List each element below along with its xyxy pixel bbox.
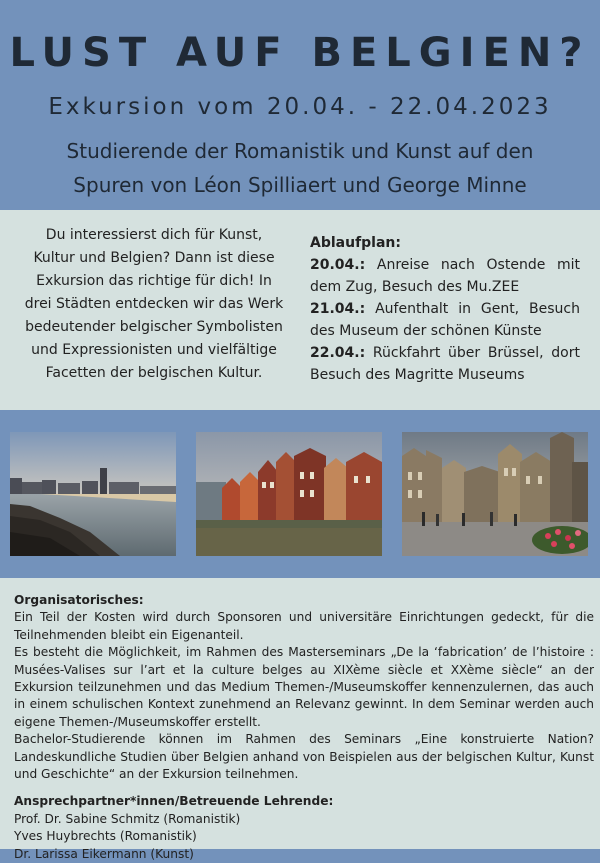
schedule-date: 21.04.: [310, 301, 366, 317]
contact-line: Prof. Dr. Sabine Schmitz (Romanistik) [14, 811, 241, 826]
subtitle-line-2: Spuren von Léon Spilliaert und George Minne [73, 173, 527, 197]
page-title: LUST AUF BELGIEN? [9, 30, 591, 76]
schedule-date: 20.04.: [310, 257, 366, 273]
info-section [0, 578, 600, 861]
schedule-date: 22.04.: [310, 345, 366, 361]
schedule-text: Anreise nach Ostende mit dem Zug, Besuch des Mu.ZEE [310, 257, 580, 295]
intro-section [0, 210, 600, 410]
org-heading: Organisatorisches: [14, 593, 144, 607]
org-paragraph-2: Es besteht die Möglichkeit, im Rahmen des Masterseminars „De la ‘fabrication’ de l’histoire : Musées-Valises sur l’art et la culture belges au XIXème siècle et XXème siècle“ an der Exkursion teilzunehmen und das Medium Themen-/Museumskoffer kennenzulernen, das auch in einem schulischen Kontext zunehmend an Relevanz gewinnt. In dem Seminar werden auch eigene Themen-/Museumskoffer erstellt. [14, 645, 594, 729]
schedule-item [310, 298, 580, 342]
schedule-title: Ablaufplan: [310, 235, 401, 251]
schedule [310, 232, 580, 386]
bruessel-grand-place-photo [402, 432, 588, 556]
date-line: Exkursion vom 20.04. - 22.04.2023 [48, 94, 552, 120]
schedule-text: Aufenthalt in Gent, Besuch des Museum der schönen Künste [310, 301, 580, 339]
subtitle-line-1: Studierende der Romanistik und Kunst auf den [66, 139, 534, 163]
photo-strip [0, 410, 600, 578]
contact-heading: Ansprechpartner*innen/Betreuende Lehrende: [14, 794, 334, 809]
ostende-beach-photo [10, 432, 176, 556]
schedule-item [310, 254, 580, 298]
schedule-item [310, 342, 580, 386]
org-paragraph-3: Bachelor-Studierende können im Rahmen des Seminars „Eine konstruierte Nation? Landeskundliche Studien über Belgien anhand von Beispielen aus der belgischen Kultur, Kunst und Geschichte“ an der Exkursion teilnehmen. [14, 732, 594, 782]
schedule-text: Rückfahrt über Brüssel, dort Besuch des Magritte Museums [310, 345, 580, 383]
contact-line: Dr. Larissa Eikermann (Kunst) [14, 846, 194, 861]
info-content [14, 592, 594, 863]
gent-canal-photo [196, 432, 382, 556]
contact-line: Yves Huybrechts (Romanistik) [14, 829, 197, 844]
org-paragraph-1: Ein Teil der Kosten wird durch Sponsoren und universitäre Einrichtungen gedeckt, für die Teilnehmenden bleibt ein Eigenanteil. [14, 610, 594, 642]
intro-text: Du interessierst dich für Kunst, Kultur und Belgien? Dann ist diese Exkursion das richtige für dich! In drei Städten entdecken wir das Werk bedeutender belgischer Symbolisten und Expressionisten und vielfältige Facetten der belgischen Kultur. [24, 227, 284, 381]
header [0, 0, 600, 210]
spacer [14, 783, 594, 793]
